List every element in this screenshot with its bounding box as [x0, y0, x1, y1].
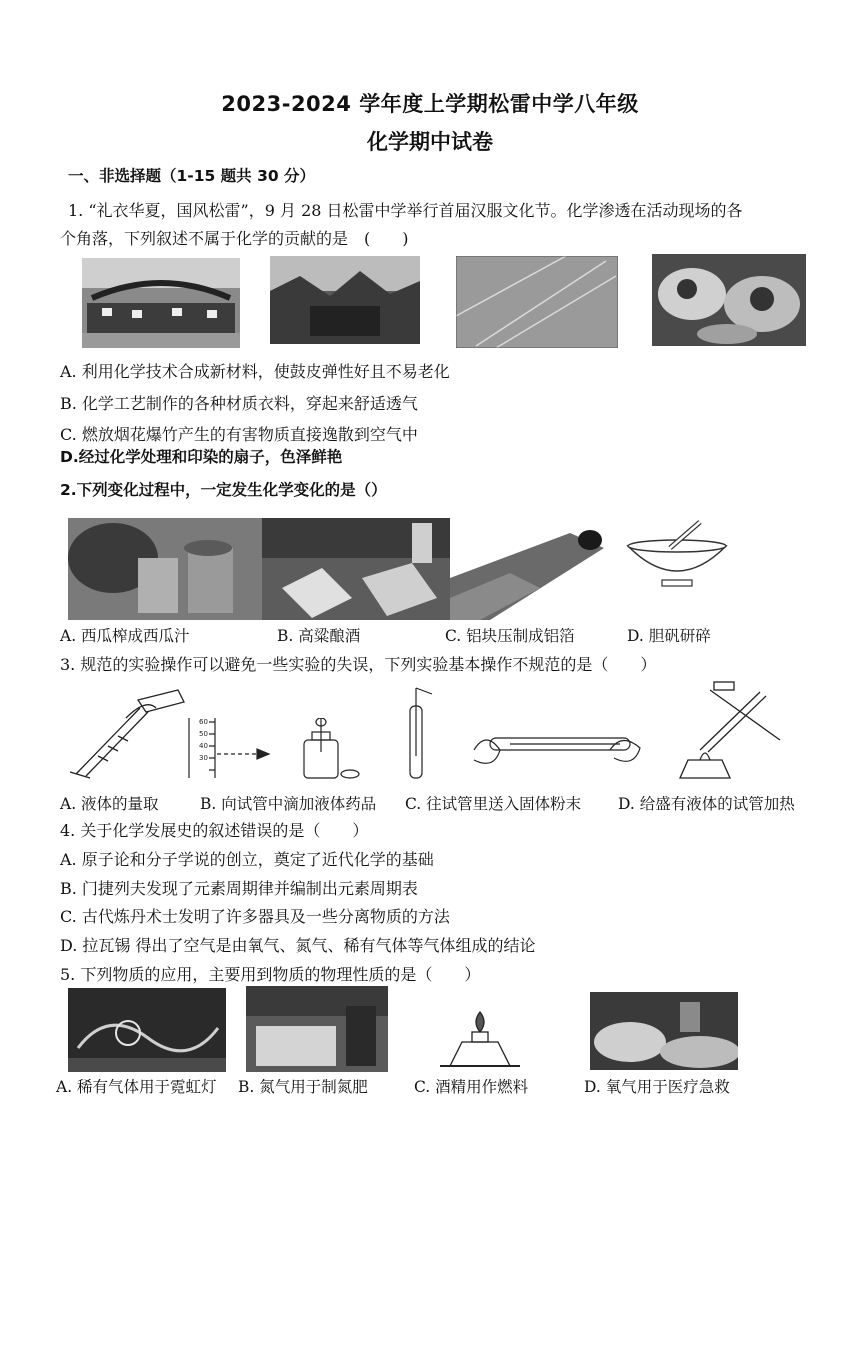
q3-diagram-dropper [298, 718, 368, 780]
q3-option-b: B. 向试管中滴加液体药品 [200, 795, 377, 813]
q4-option-a: A. 原子论和分子学说的创立，奠定了近代化学的基础 [60, 850, 434, 869]
q1-stem-line1: 1. “礼衣华夏，国风松雷”，9 月 28 日松雷中学举行首届汉服文化节。化学渗透在活动现场的各 [68, 201, 743, 220]
q3-diagram-cylinder-reading [185, 716, 275, 780]
q2-stem: 2.下列变化过程中，一定发生化学变化的是（） [60, 481, 387, 499]
q3-diagram-heating-tube [660, 680, 790, 780]
q1-photo-drum-stage [82, 258, 240, 348]
q3-option-a: A. 液体的量取 [60, 795, 159, 813]
q2-option-c: C. 铝块压制成铝箔 [445, 627, 575, 645]
q1-stem-line2: 个角落，下列叙述不属于化学的贡献的是 ( ) [60, 229, 409, 248]
q1-option-b: B. 化学工艺制作的各种材质衣料，穿起来舒适透气 [60, 394, 418, 413]
q3-stem: 3. 规范的实验操作可以避免一些实验的失误，下列实验基本操作不规范的是（ ） [60, 655, 657, 674]
q1-option-d: D.经过化学处理和印染的扇子，色泽鲜艳 [60, 448, 343, 466]
svg-text:60: 60 [199, 718, 208, 726]
q3-option-d: D. 给盛有液体的试管加热 [618, 795, 795, 813]
exam-title-line1: 2023-2024 学年度上学期松雷中学八年级 [221, 92, 639, 116]
q2-option-b: B. 高粱酿酒 [277, 627, 361, 645]
svg-text:50: 50 [199, 730, 208, 738]
q5-option-a: A. 稀有气体用于霓虹灯 [56, 1078, 217, 1096]
q5-photo-nitrogen-fertilizer [246, 986, 388, 1072]
q5-photo-oxygen-medical [590, 992, 738, 1070]
exam-title-line2: 化学期中试卷 [367, 130, 493, 154]
q2-option-d: D. 胆矾研碎 [627, 627, 711, 645]
q1-photo-fireworks [456, 256, 618, 348]
q1-photo-fans [652, 254, 806, 346]
q5-stem: 5. 下列物质的应用，主要用到物质的物理性质的是（ ） [60, 965, 481, 984]
q5-photo-neon-lights [68, 988, 226, 1072]
svg-text:30: 30 [199, 754, 208, 762]
q5-alcohol-lamp [430, 1010, 530, 1070]
q5-option-b: B. 氮气用于制氮肥 [238, 1078, 368, 1096]
q5-option-c: C. 酒精用作燃料 [414, 1078, 529, 1096]
q2-photo-aluminum-foil [450, 518, 604, 620]
q3-diagram-hold-tube [470, 720, 650, 780]
q3-diagram-pouring-liquid [68, 686, 188, 780]
q3-option-c: C. 往试管里送入固体粉末 [405, 795, 582, 813]
q1-photo-fabric [270, 256, 420, 344]
q1-option-a: A. 利用化学技术合成新材料，使鼓皮弹性好且不易老化 [60, 362, 450, 381]
q2-photo-watermelon-juice [68, 518, 262, 620]
q3-diagram-powder-tube [398, 686, 438, 780]
q2-photo-sorghum-wine [262, 518, 450, 620]
q2-mortar-pestle [622, 518, 732, 590]
q4-option-c: C. 古代炼丹术士发明了许多器具及一些分离物质的方法 [60, 907, 450, 926]
svg-text:40: 40 [199, 742, 208, 750]
q4-option-b: B. 门捷列夫发现了元素周期律并编制出元素周期表 [60, 879, 418, 898]
section-heading: 一、非选择题（1-15 题共 30 分） [68, 167, 316, 185]
q5-option-d: D. 氧气用于医疗急救 [584, 1078, 730, 1096]
q4-option-d: D. 拉瓦锡 得出了空气是由氧气、氮气、稀有气体等气体组成的结论 [60, 936, 536, 955]
q2-option-a: A. 西瓜榨成西瓜汁 [60, 627, 190, 645]
q4-stem: 4. 关于化学发展史的叙述错误的是（ ） [60, 821, 369, 840]
q1-option-c: C. 燃放烟花爆竹产生的有害物质直接逸散到空气中 [60, 425, 418, 444]
